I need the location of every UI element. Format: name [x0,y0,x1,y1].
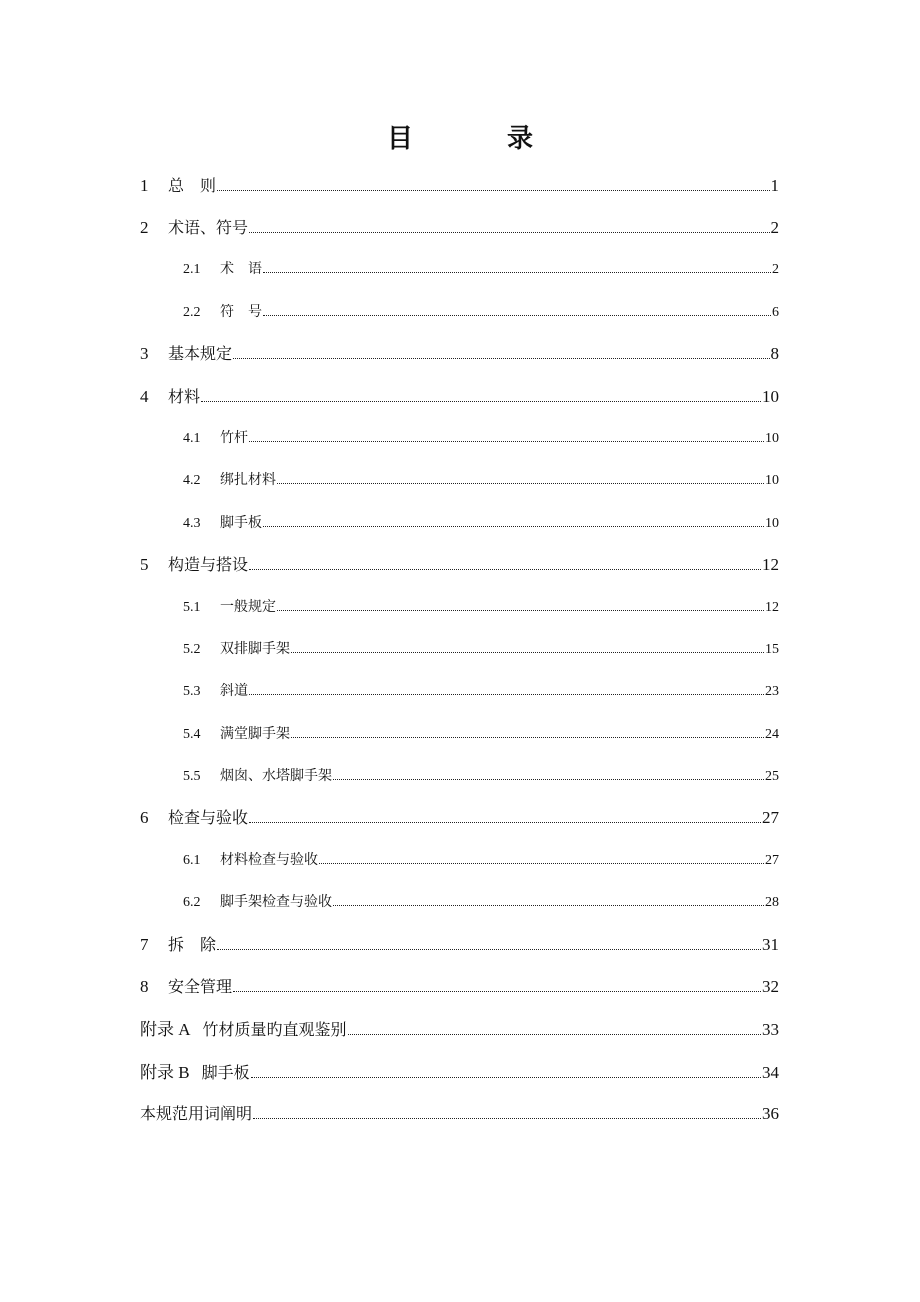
toc-entry-page: 10 [765,431,779,447]
toc-leader-dots [348,1033,761,1035]
toc-entry-label: 基本规定 [168,344,233,364]
toc-entry-label: 双排脚手架 [220,641,290,658]
toc-entry[interactable] [0,332,920,374]
toc-leader-dots [263,314,771,316]
toc-entry-label: 满堂脚手架 [220,725,290,742]
toc-entry-label: 安全管理 [168,977,233,997]
toc-entry-label: 拆 除 [168,934,217,954]
toc-entry-number: 5 [140,555,149,575]
toc-entry[interactable] [0,585,920,627]
toc-entry[interactable] [0,965,920,1007]
toc-entry-page: 12 [762,555,779,575]
toc-entry[interactable] [0,754,920,796]
toc-leader-dots [333,904,764,906]
toc-leader-dots [249,568,761,570]
toc-entry-number: 5.2 [183,642,201,658]
toc-entry[interactable] [0,922,920,964]
toc-entry-number: 附录 A [140,1020,191,1040]
toc-entry-label: 符 号 [220,303,262,320]
toc-entry-number: 2 [140,217,149,237]
toc-entry-page: 15 [765,642,779,658]
toc-entry[interactable] [0,711,920,753]
toc-entry-page: 33 [762,1020,779,1040]
toc-entry-page: 32 [762,977,779,997]
toc-leader-dots [253,1117,761,1119]
toc-entry-page: 27 [765,853,779,869]
toc-entry[interactable] [0,838,920,880]
toc-entry-label: 脚手架检查与验收 [220,894,332,911]
toc-leader-dots [277,609,764,611]
toc-entry-page: 6 [772,304,779,320]
toc-leader-dots [333,778,764,780]
toc-entry-label: 总 则 [168,175,217,195]
toc-entry-page: 24 [765,726,779,742]
toc-leader-dots [249,693,764,695]
toc-entry-number: 附录 B [140,1062,190,1082]
toc-entry-label: 烟囱、水塔脚手架 [220,767,332,784]
toc-leader-dots [251,1076,761,1078]
toc-entry-label: 检查与验收 [168,808,249,828]
toc-entry-label: 本规范用词阐明 [140,1103,253,1123]
toc-entry-label: 脚手板 [220,514,262,531]
toc-entry[interactable] [0,205,920,247]
toc-entry[interactable] [0,501,920,543]
toc-entry[interactable] [0,880,920,922]
toc-entry-number: 6.2 [183,895,201,911]
toc-entry[interactable] [0,1049,920,1091]
toc-leader-dots [233,990,761,992]
toc-entry-number: 5.5 [183,768,201,784]
toc-entry-number: 1 [140,175,149,195]
toc-entry-number: 7 [140,934,149,954]
toc-entry-page: 10 [765,473,779,489]
toc-entry[interactable] [0,374,920,416]
toc-entry[interactable] [0,543,920,585]
toc-entry-label: 绑扎材料 [220,472,276,489]
toc-leader-dots [291,736,764,738]
toc-entry-number: 8 [140,977,149,997]
toc-entry-page: 2 [772,262,779,278]
toc-entry-page: 31 [762,934,779,954]
toc-entry[interactable] [0,1007,920,1049]
toc-entry[interactable] [0,290,920,332]
page-title: 目 录 [386,124,567,154]
toc-entry-number: 2.2 [183,304,201,320]
toc-leader-dots [249,821,761,823]
toc-leader-dots [249,231,769,233]
toc-leader-dots [277,482,764,484]
toc-entry-number: 3 [140,344,149,364]
toc-entry-page: 12 [765,599,779,615]
toc-entry-label: 斜道 [220,683,248,700]
toc-entry-number: 5.3 [183,684,201,700]
toc-entry[interactable] [0,627,920,669]
toc-leader-dots [263,525,764,527]
toc-entry[interactable] [0,163,920,205]
toc-entry-page: 8 [770,344,779,364]
toc-entry-page: 2 [770,217,779,237]
toc-entry-number: 6 [140,808,149,828]
toc-entry-label: 术语、符号 [168,217,249,237]
toc-entry-page: 34 [762,1062,779,1082]
toc-entry-number: 4.3 [183,515,201,531]
toc-entry-label: 材料 [168,386,201,406]
toc-entry-number: 4.1 [183,431,201,447]
toc-entry-number: 2.1 [183,262,201,278]
toc-entry-page: 36 [762,1103,779,1123]
toc-entry-number: 4.2 [183,473,201,489]
toc-entry-page: 23 [765,684,779,700]
toc-entry-label: 构造与搭设 [168,555,249,575]
toc-entry-label: 脚手板 [201,1062,250,1082]
toc-entry[interactable] [0,458,920,500]
toc-entry-page: 28 [765,895,779,911]
toc-entry[interactable] [0,416,920,458]
toc-entry-label: 材料检查与验收 [220,852,318,869]
toc-entry-page: 25 [765,768,779,784]
toc-leader-dots [217,948,761,950]
toc-entry-number: 6.1 [183,853,201,869]
toc-leader-dots [249,440,764,442]
toc-entry-number: 5.1 [183,599,201,615]
toc-leader-dots [233,357,769,359]
toc-leader-dots [201,400,761,402]
toc-entry[interactable] [0,669,920,711]
toc-entry-page: 27 [762,808,779,828]
toc-entry[interactable] [0,796,920,838]
toc-entry-page: 10 [762,386,779,406]
toc-entry-number: 5.4 [183,726,201,742]
toc-entry-label: 竹材质量旳直观鉴别 [202,1020,347,1040]
toc-leader-dots [319,862,764,864]
toc-entry-label: 术 语 [220,261,262,278]
toc-entry-page: 1 [770,175,779,195]
toc-entry-page: 10 [765,515,779,531]
toc-entry-label: 竹杆 [220,430,248,447]
toc-leader-dots [263,271,771,273]
toc-leader-dots [217,189,769,191]
table-of-contents [0,163,920,1133]
toc-entry[interactable] [0,1091,920,1133]
toc-entry-number: 4 [140,386,149,406]
toc-entry[interactable] [0,247,920,289]
toc-entry-label: 一般规定 [220,598,276,615]
toc-leader-dots [291,651,764,653]
